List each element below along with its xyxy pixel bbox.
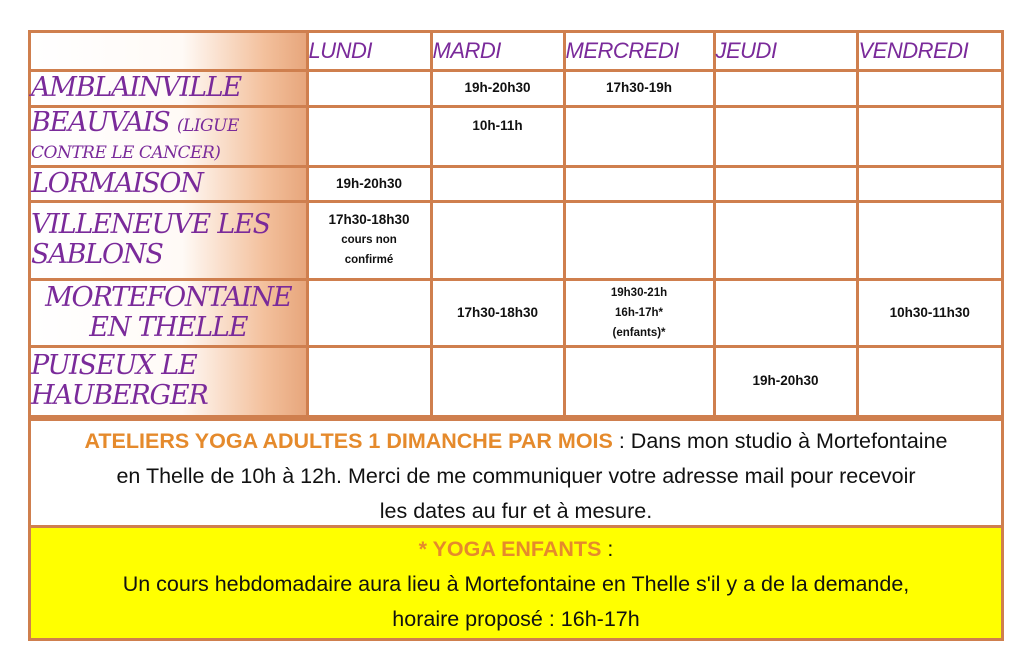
table-row (31, 279, 1001, 346)
ateliers-text: : Dans mon studio à Mortefontaine (612, 429, 948, 453)
day-jeudi: JEUDI (714, 33, 857, 70)
slot-cell (857, 201, 1001, 279)
table-row (31, 201, 1001, 279)
city-amblainville: AMBLAINVILLE (31, 70, 307, 106)
ateliers-line: en Thelle de 10h à 12h. Merci de me communiquer votre adresse mail pour recevoir (116, 464, 916, 488)
slot-cell (564, 279, 714, 346)
corner-cell (31, 33, 307, 70)
slot-cell (307, 201, 431, 279)
slot-cell (307, 279, 431, 346)
enfants-line: Un cours hebdomadaire aura lieu à Mortefontaine en Thelle s'il y a de la demande, (122, 572, 910, 596)
enfants-heading (31, 532, 1001, 567)
slot-cell (564, 346, 714, 416)
city-line: SABLONS (31, 239, 163, 270)
slot-cell (857, 106, 1001, 166)
schedule-sheet (28, 30, 1004, 641)
slot-cell (431, 201, 564, 279)
schedule-table (31, 33, 1001, 418)
slot-cell (307, 346, 431, 416)
ateliers-line (31, 424, 1001, 459)
slot-cell (307, 70, 431, 106)
slot-cell (431, 346, 564, 416)
enfants-title-suffix: : (601, 537, 614, 561)
table-row (31, 106, 1001, 166)
city-note: CONTRE LE CANCER) (31, 142, 221, 163)
city-mortefontaine-en-thelle (31, 279, 307, 346)
slot-cell (564, 106, 714, 166)
enfants-notice (31, 525, 1001, 638)
slot-cell: 19h-20h30 (714, 346, 857, 416)
slot-time: 16h-17h* (615, 306, 663, 319)
slot-time: 17h30-18h30 (328, 212, 410, 227)
slot-cell: 19h-20h30 (307, 166, 431, 201)
slot-cell: 10h30-11h30 (857, 279, 1001, 346)
enfants-line: horaire proposé : 16h-17h (392, 607, 640, 631)
day-mardi: MARDI (431, 33, 564, 70)
slot-cell (857, 346, 1001, 416)
ateliers-line: les dates au fur et à mesure. (379, 499, 653, 523)
slot-cell: 10h-11h (431, 106, 564, 166)
ateliers-notice (31, 418, 1001, 525)
day-lundi: LUNDI (307, 33, 431, 70)
day-vendredi: VENDREDI (857, 33, 1001, 70)
slot-cell (564, 201, 714, 279)
day-mercredi: MERCREDI (564, 33, 714, 70)
city-line: VILLENEUVE LES (31, 209, 270, 240)
slot-cell (564, 166, 714, 201)
city-line: MORTEFONTAINE (45, 281, 292, 313)
city-line: PUISEUX LE (31, 350, 197, 381)
slot-cell (714, 106, 857, 166)
slot-note: confirmé (344, 254, 394, 266)
city-line: EN THELLE (89, 311, 248, 343)
slot-cell (307, 106, 431, 166)
table-row (31, 346, 1001, 416)
city-villeneuve-les-sablons (31, 201, 307, 279)
city-name: BEAUVAIS (31, 106, 170, 138)
header-row (31, 33, 1001, 70)
city-note: (LIGUE (176, 115, 239, 136)
slot-cell (431, 166, 564, 201)
slot-cell (714, 201, 857, 279)
slot-note: (enfants)* (612, 326, 666, 339)
slot-time: 19h30-21h (610, 286, 668, 299)
slot-cell (714, 166, 857, 201)
slot-cell (714, 70, 857, 106)
slot-cell (714, 279, 857, 346)
slot-cell: 19h-20h30 (431, 70, 564, 106)
enfants-title: * YOGA ENFANTS (418, 537, 602, 561)
table-row (31, 70, 1001, 106)
city-puiseux-le-hauberger (31, 346, 307, 416)
slot-note: cours non (341, 234, 397, 246)
city-beauvais (31, 106, 307, 166)
city-line: HAUBERGER (31, 380, 208, 411)
slot-cell (857, 70, 1001, 106)
slot-cell: 17h30-18h30 (431, 279, 564, 346)
city-lormaison: LORMAISON (31, 166, 307, 201)
ateliers-title: ATELIERS YOGA ADULTES 1 DIMANCHE PAR MOIS (84, 429, 613, 453)
table-row (31, 166, 1001, 201)
slot-cell (857, 166, 1001, 201)
slot-cell: 17h30-19h (564, 70, 714, 106)
